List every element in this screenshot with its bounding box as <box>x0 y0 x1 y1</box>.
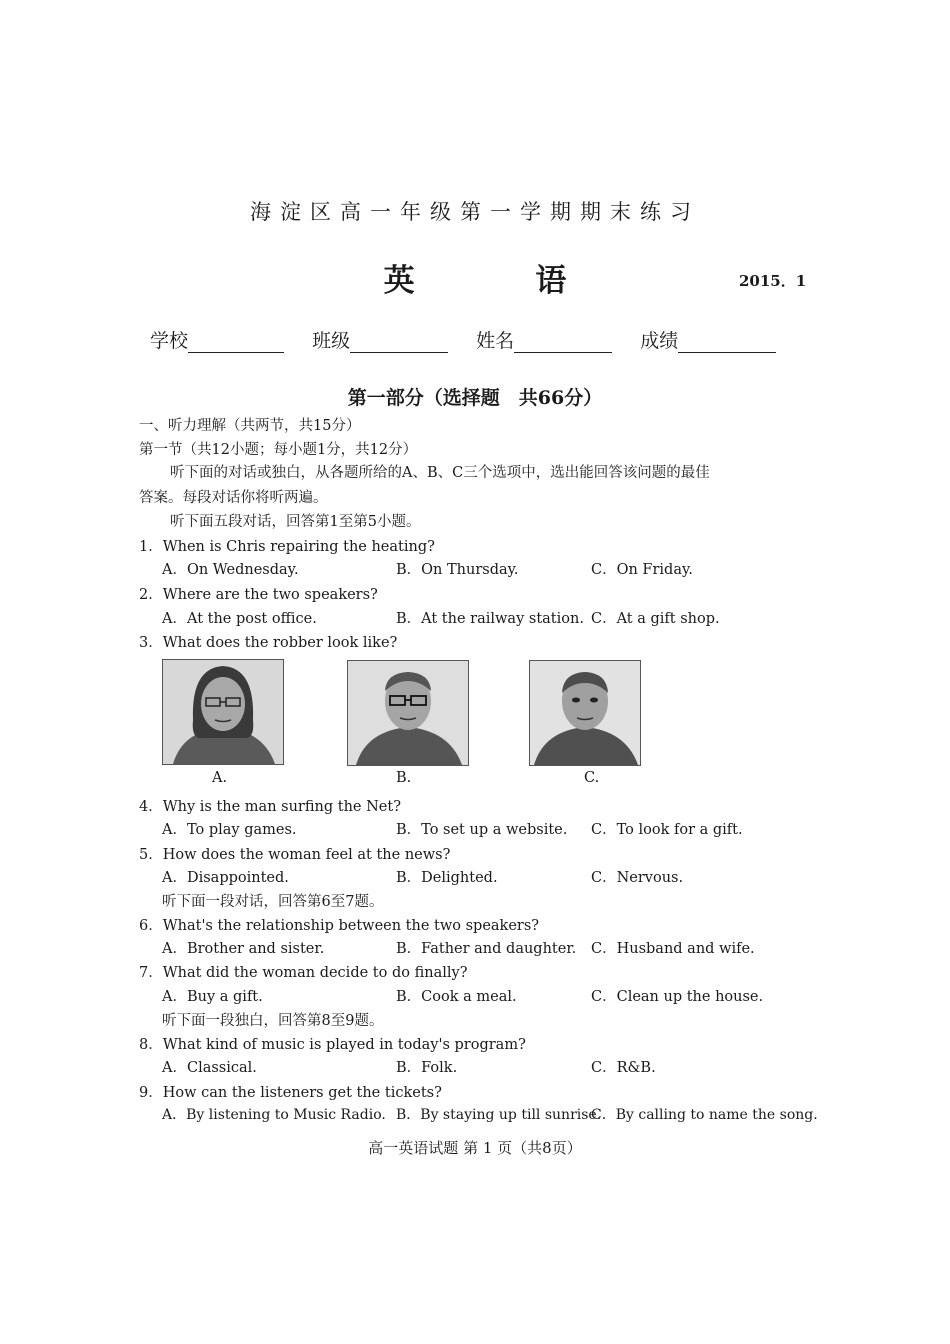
question-6-option-a[interactable]: A．Brother and sister. <box>162 941 325 957</box>
question-7-option-b[interactable]: B．Cook a meal. <box>396 989 517 1005</box>
score-field[interactable] <box>640 326 776 353</box>
question-1-stem: 1．When is Chris repairing the heating? <box>139 539 435 555</box>
question-4-stem: 4．Why is the man surfing the Net? <box>139 799 401 815</box>
question-6-option-b[interactable]: B．Father and daughter. <box>396 941 577 957</box>
question-5-option-b[interactable]: B．Delighted. <box>396 870 498 886</box>
score-blank[interactable] <box>678 334 776 353</box>
student-info-row <box>150 326 798 353</box>
score-label: 成绩 <box>640 330 679 352</box>
name-blank[interactable] <box>514 334 612 353</box>
question-7-option-c[interactable]: C．Clean up the house. <box>591 989 764 1005</box>
name-field[interactable] <box>476 326 612 353</box>
question-7-option-a[interactable]: A．Buy a gift. <box>162 989 263 1005</box>
question-9-stem: 9．How can the listeners get the tickets? <box>139 1085 442 1101</box>
question-5-stem: 5．How does the woman feel at the news? <box>139 847 451 863</box>
question-9-option-b[interactable]: B．By staying up till sunrise. <box>396 1107 602 1123</box>
question-7-stem: 7．What did the woman decide to do finally? <box>139 965 468 981</box>
question-6-stem: 6．What's the relationship between the two speakers? <box>139 918 540 934</box>
photo-option-c[interactable] <box>529 660 641 766</box>
school-label: 学校 <box>150 330 189 352</box>
question-5-option-c[interactable]: C．Nervous. <box>591 870 684 886</box>
question-9-option-a[interactable]: A．By listening to Music Radio. <box>162 1107 386 1123</box>
question-1-option-b[interactable]: B．On Thursday. <box>396 562 519 578</box>
question-1-option-c[interactable]: C．On Friday. <box>591 562 693 578</box>
exam-title: 海淀区高一年级第一学期期末练习 <box>250 200 700 224</box>
subsection-title: 第一节（共12小题；每小题1分，共12分） <box>139 442 418 458</box>
question-4-option-c[interactable]: C．To look for a gift. <box>591 822 743 838</box>
question-2-option-c[interactable]: C．At a gift shop. <box>591 611 720 627</box>
exam-date: 2015．1 <box>739 272 807 290</box>
group-instruction-3: 听下面一段独白，回答第8至9题。 <box>162 1013 384 1029</box>
school-field[interactable] <box>150 326 284 353</box>
question-3-option-a[interactable]: A. <box>212 770 228 786</box>
question-3-option-b[interactable]: B. <box>396 770 412 786</box>
class-field[interactable] <box>312 326 448 353</box>
question-2-stem: 2．Where are the two speakers? <box>139 587 378 603</box>
class-label: 班级 <box>312 330 351 352</box>
page-footer: 高一英语试题 第 1 页（共8页） <box>368 1139 582 1157</box>
man-with-glasses-portrait-icon <box>348 661 468 765</box>
instruction-line-1: 听下面的对话或独白，从各题所给的A、B、C三个选项中，选出能回答该问题的最佳 <box>170 465 710 481</box>
question-8-option-c[interactable]: C．R&B. <box>591 1060 656 1076</box>
question-8-stem: 8．What kind of music is played in today's program? <box>139 1037 526 1053</box>
section-title: 一、听力理解（共两节，共15分） <box>139 418 361 434</box>
woman-portrait-icon <box>163 660 283 764</box>
question-6-option-c[interactable]: C．Husband and wife. <box>591 941 755 957</box>
question-1-option-a[interactable]: A．On Wednesday. <box>162 562 299 578</box>
question-2-option-b[interactable]: B．At the railway station. <box>396 611 584 627</box>
instruction-line-2: 答案。每段对话你将听两遍。 <box>139 490 328 506</box>
group-instruction-2: 听下面一段对话，回答第6至7题。 <box>162 894 384 910</box>
question-9-option-c[interactable]: C．By calling to name the song. <box>591 1107 818 1123</box>
school-blank[interactable] <box>188 334 284 353</box>
question-8-option-a[interactable]: A．Classical. <box>162 1060 257 1076</box>
question-3-option-c[interactable]: C. <box>584 770 600 786</box>
subject-title: 英 语 <box>383 263 622 299</box>
group-instruction-1: 听下面五段对话，回答第1至第5小题。 <box>170 514 421 530</box>
class-blank[interactable] <box>350 334 448 353</box>
man-portrait-icon <box>530 661 640 765</box>
question-3-stem: 3．What does the robber look like? <box>139 635 398 651</box>
question-4-option-a[interactable]: A．To play games. <box>162 822 297 838</box>
question-4-option-b[interactable]: B．To set up a website. <box>396 822 568 838</box>
name-label: 姓名 <box>476 330 515 352</box>
question-2-option-a[interactable]: A．At the post office. <box>162 611 317 627</box>
question-5-option-a[interactable]: A．Disappointed. <box>162 870 289 886</box>
part-heading: 第一部分（选择题 共66分） <box>347 387 603 409</box>
question-8-option-b[interactable]: B．Folk. <box>396 1060 458 1076</box>
photo-option-b[interactable] <box>347 660 469 766</box>
photo-option-a[interactable] <box>162 659 284 765</box>
